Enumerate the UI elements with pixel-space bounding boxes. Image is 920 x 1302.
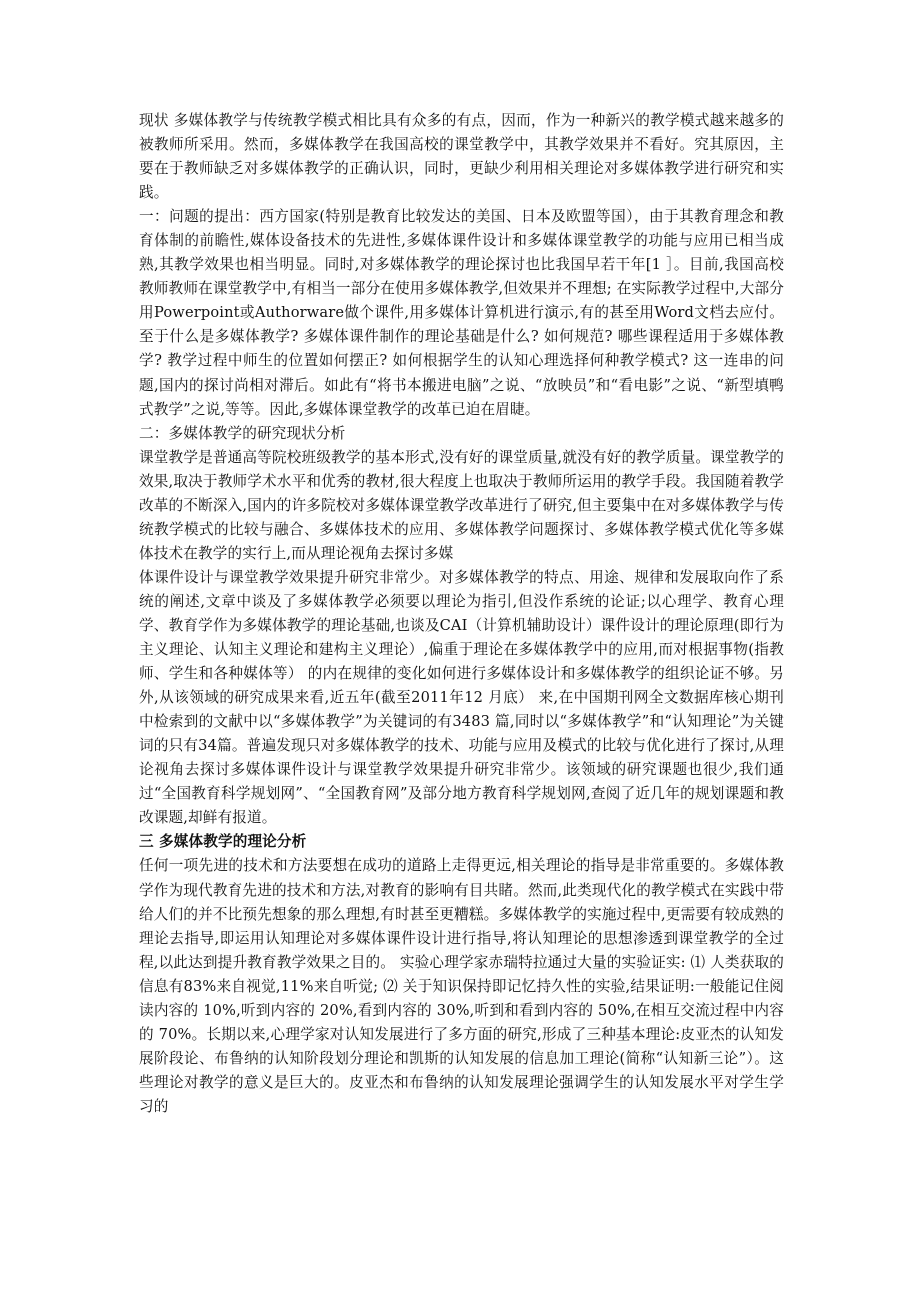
- paragraph-status: 现状 多媒体教学与传统教学模式相比具有众多的有点，因而，作为一种新兴的教学模式越来越多的被教师所采用。然而，多媒体教学在我国高校的课堂教学中，其教学效果并不看好。究其原因，主要在于教师缺乏对多媒体教学的正确认识，同时，更缺少利用相关理论对多媒体教学进行研究和实践。: [139, 112, 784, 202]
- heading-section-three: 三 多媒体教学的理论分析: [139, 833, 307, 851]
- paragraph-section-two-a: 课堂教学是普通高等院校班级教学的基本形式,没有好的课堂质量,就没有好的教学质量。课堂教学的效果,取决于教师学术水平和优秀的教材,很大程度上也取决于教师所运用的教学手段。我国随着教学改革的不断深入,国内的许多院校对多媒体课堂教学改革进行了研究,但主要集中在对多媒体教学与传统教学模式的比较与融合、多媒体技术的应用、多媒体教学问题探讨、多媒体教学模式优化等多媒体技术在教学的实行上,而从理论视角去探讨多媒: [139, 448, 784, 562]
- paragraph-section-two-b: 体课件设计与课堂教学效果提升研究非常少。对多媒体教学的特点、用途、规律和发展取向作了系统的阐述,文章中谈及了多媒体教学必须要以理论为指引,但没作系统的论证;以心理学、教育心理学、教育学作为多媒体教学的理论基础,也谈及CAI（计算机辅助设计）课件设计的理论原理(即行为主义理论、认知主义理论和建构主义理论）,偏重于理论在多媒体教学中的应用,而对根据事物(指教师、学生和各种媒体等） 的内在规律的变化如何进行多媒体设计和多媒体教学的组织论证不够。另外,从该领域的研究成果来看,近五年(截至2011年12 月底） 来,在中国期刊网全文数据库核心期刊中检索到的文献中以“多媒体教学”为关键词的有3483 篇,同时以“多媒体教学”和“认知理论”为关键词的只有34篇。普遍发现只对多媒体教学的技术、功能与应用及模式的比较与优化进行了探讨,从理论视角去探讨多媒体课件设计与课堂教学效果提升研究非常少。该领域的研究课题也很少,我们通过“全国教育科学规划网”、“全国教育网”及部分地方教育科学规划网,查阅了近几年的规划课题和教改课题,却鲜有报道。: [139, 568, 784, 827]
- document-body: [139, 109, 784, 1119]
- heading-section-two: 二：多媒体教学的研究现状分析: [139, 424, 346, 442]
- paragraph-section-one: 一：问题的提出：西方国家(特别是教育比较发达的美国、日本及欧盟等国），由于其教育理念和教育体制的前瞻性,媒体设备技术的先进性,多媒体课件设计和多媒体课堂教学的功能与应用已相当成熟,其教学效果也相当明显。同时,对多媒体教学的理论探讨也比我国早若干年[1 ］。目前,我国高校教师教师在课堂教学中,有相当一部分在使用多媒体教学,但效果并不理想; 在实际教学过程中,大部分用Powerpoint或Authorware做个课件,用多媒体计算机进行演示,有的甚至用Word文档去应付。至于什么是多媒体教学? 多媒体课件制作的理论基础是什么? 如何规范? 哪些课程适用于多媒体教学? 教学过程中师生的位置如何摆正? 如何根据学生的认知心理选择何种教学模式? 这一连串的问题,国内的探讨尚相对滞后。如此有“将书本搬进电脑”之说、“放映员”和“看电影”之说、“新型填鸭式教学”之说,等等。因此,多媒体课堂教学的改革已迫在眉睫。: [139, 208, 784, 418]
- paragraph-section-three: 任何一项先进的技术和方法要想在成功的道路上走得更远,相关理论的指导是非常重要的。多媒体教学作为现代教育先进的技术和方法,对教育的影响有目共睹。然而,此类现代化的教学模式在实践中带给人们的并不比预先想象的那么理想,有时甚至更糟糕。多媒体教学的实施过程中,更需要有较成熟的理论去指导,即运用认知理论对多媒体课件设计进行指导,将认知理论的思想渗透到课堂教学的全过程,以此达到提升教育教学效果之目的。 实验心理学家赤瑞特拉通过大量的实验证实: ⑴ 人类获取的信息有83%来自视觉,11%来自听觉; ⑵ 关于知识保持即记忆持久性的实验,结果证明:一般能记住阅读内容的 10%,听到内容的 20%,看到内容的 30%,听到和看到内容的 50%,在相互交流过程中内容的 70%。长期以来,心理学家对认知发展进行了多方面的研究,形成了三种基本理论:皮亚杰的认知发展阶段论、布鲁纳的认知阶段划分理论和凯斯的认知发展的信息加工理论(简称“认知新三论”）。这些理论对教学的意义是巨大的。皮亚杰和布鲁纳的认知发展理论强调学生的认知发展水平对学生学习的: [139, 857, 784, 1115]
